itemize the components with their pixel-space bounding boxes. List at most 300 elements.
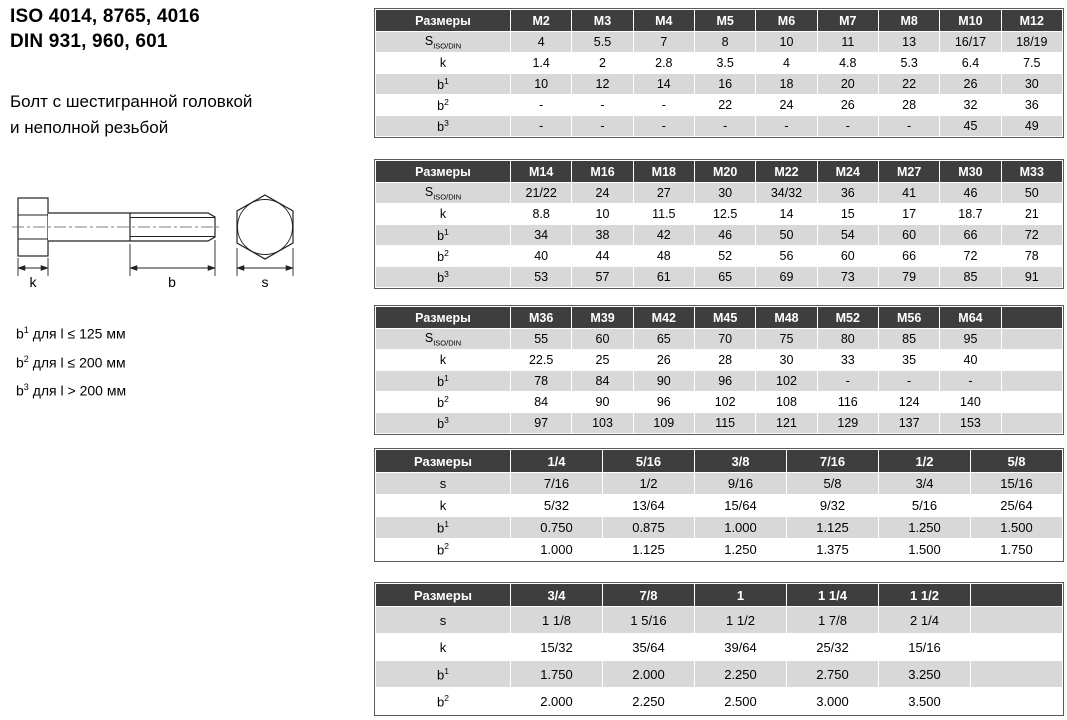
value-cell: 10 [572, 204, 633, 225]
row-label-b2: $b^2$ [376, 95, 511, 116]
value-cell: - [940, 371, 1001, 392]
table-wrap-inch-small [374, 448, 1064, 562]
value-cell: 30 [756, 350, 817, 371]
value-cell: 26 [633, 350, 694, 371]
value-cell: 15/64 [695, 495, 787, 517]
header-1: 1 [695, 584, 787, 607]
value-cell: 46 [940, 183, 1001, 204]
value-cell: - [572, 116, 633, 137]
row-label-s-iso-din: $S_{ISO/DIN}$ [376, 183, 511, 204]
note-b3-text: для l > 200 мм [28, 382, 127, 399]
value-cell: 7/16 [511, 473, 603, 495]
dim-label-b: b [168, 274, 176, 290]
value-cell: 116 [817, 392, 878, 413]
table-wrap-metric-m14-m33 [374, 159, 1064, 289]
spec-row [376, 473, 1063, 495]
value-cell: 2.250 [695, 661, 787, 688]
value-cell: 35 [878, 350, 939, 371]
header-5-8: 5/8 [971, 450, 1063, 473]
spec-row [376, 267, 1063, 288]
value-cell: 96 [694, 371, 755, 392]
value-cell: - [694, 116, 755, 137]
iso-standards-title: ISO 4014, 8765, 4016 [10, 6, 200, 27]
value-cell: 12.5 [694, 204, 755, 225]
header-row [376, 584, 1063, 607]
table-inch-3-4-to-1-1-2 [375, 583, 1063, 715]
value-cell: 53 [511, 267, 572, 288]
value-cell: 15/32 [511, 634, 603, 661]
header-1-4: 1/4 [511, 450, 603, 473]
header-m45: M45 [694, 307, 755, 329]
value-cell: 30 [1001, 74, 1062, 95]
value-cell: 3.5 [694, 53, 755, 74]
value-cell: 75 [756, 329, 817, 350]
value-cell: 55 [511, 329, 572, 350]
value-cell: 15 [817, 204, 878, 225]
value-cell: 2 1/4 [879, 607, 971, 634]
header-m5: M5 [694, 10, 755, 32]
product-subtitle-line2: и неполной резьбой [10, 118, 169, 137]
value-cell: - [817, 371, 878, 392]
value-cell: 90 [633, 371, 694, 392]
spec-row [376, 517, 1063, 539]
value-cell: 1.000 [511, 539, 603, 561]
header-m42: M42 [633, 307, 694, 329]
value-cell: 32 [940, 95, 1001, 116]
row-label-b1: $b^1$ [376, 371, 511, 392]
din-standards-title: DIN 931, 960, 601 [10, 31, 168, 52]
row-label-b1: $b^1$ [376, 661, 511, 688]
value-cell: 78 [511, 371, 572, 392]
note-b1 [16, 318, 126, 347]
row-label-b2: $b^2$ [376, 392, 511, 413]
row-label-b2: $b^2$ [376, 539, 511, 561]
value-cell: - [756, 116, 817, 137]
value-cell: 1 5/16 [603, 607, 695, 634]
value-cell: 0.750 [511, 517, 603, 539]
value-cell: 40 [940, 350, 1001, 371]
value-cell: 73 [817, 267, 878, 288]
value-cell: 0.875 [603, 517, 695, 539]
value-cell [1001, 392, 1062, 413]
value-cell: 153 [940, 413, 1001, 434]
value-cell: 5/8 [787, 473, 879, 495]
value-cell: 20 [817, 74, 878, 95]
spec-row [376, 53, 1063, 74]
value-cell: 4.8 [817, 53, 878, 74]
header-m39: M39 [572, 307, 633, 329]
header-m16: M16 [572, 161, 633, 183]
value-cell: 102 [694, 392, 755, 413]
value-cell: 8.8 [511, 204, 572, 225]
spec-row [376, 246, 1063, 267]
value-cell: 6.4 [940, 53, 1001, 74]
header-m24: M24 [817, 161, 878, 183]
value-cell: 33 [817, 350, 878, 371]
header-m6: M6 [756, 10, 817, 32]
value-cell: 85 [878, 329, 939, 350]
table-metric-m14-m33 [375, 160, 1063, 288]
value-cell: 28 [694, 350, 755, 371]
value-cell: 24 [756, 95, 817, 116]
value-cell: - [878, 116, 939, 137]
value-cell: 3.500 [879, 688, 971, 715]
header-row [376, 450, 1063, 473]
value-cell [1001, 350, 1062, 371]
value-cell: 46 [694, 225, 755, 246]
note-b2-text: для l ≤ 200 мм [28, 354, 126, 371]
value-cell: 40 [511, 246, 572, 267]
value-cell: 50 [1001, 183, 1062, 204]
value-cell: 52 [694, 246, 755, 267]
header-empty [1001, 307, 1062, 329]
value-cell: 25 [572, 350, 633, 371]
value-cell: 15/16 [879, 634, 971, 661]
value-cell: 9/16 [695, 473, 787, 495]
note-b3-sup: 3 [23, 382, 29, 393]
note-b1-sup: 1 [23, 325, 29, 335]
header-m30: M30 [940, 161, 1001, 183]
value-cell: - [511, 116, 572, 137]
header-1-2: 1/2 [879, 450, 971, 473]
value-cell: 18.7 [940, 204, 1001, 225]
value-cell: 26 [817, 95, 878, 116]
value-cell: 124 [878, 392, 939, 413]
header-sizes: Размеры [376, 450, 511, 473]
header-m4: M4 [633, 10, 694, 32]
value-cell [971, 607, 1063, 634]
value-cell: 14 [756, 204, 817, 225]
row-label-b3: $b^3$ [376, 413, 511, 434]
value-cell: 60 [572, 329, 633, 350]
value-cell: 90 [572, 392, 633, 413]
dim-label-k: k [29, 274, 37, 290]
spec-row [376, 392, 1063, 413]
value-cell [971, 688, 1063, 715]
table-wrap-inch-large [374, 582, 1064, 716]
header-sizes: Размеры [376, 307, 511, 329]
note-b2 [16, 347, 126, 376]
value-cell: 1.500 [971, 517, 1063, 539]
value-cell: - [572, 95, 633, 116]
value-cell: 79 [878, 267, 939, 288]
value-cell: 11 [817, 32, 878, 53]
value-cell: 65 [694, 267, 755, 288]
header-m33: M33 [1001, 161, 1062, 183]
header-m12: M12 [1001, 10, 1062, 32]
value-cell: 3/4 [879, 473, 971, 495]
spec-row [376, 371, 1063, 392]
row-label-b3: $b^3$ [376, 267, 511, 288]
value-cell: 10 [511, 74, 572, 95]
value-cell: - [633, 95, 694, 116]
value-cell: 17 [878, 204, 939, 225]
value-cell: 22 [694, 95, 755, 116]
row-label-b2: $b^2$ [376, 246, 511, 267]
header-m10: M10 [940, 10, 1001, 32]
header-7-16: 7/16 [787, 450, 879, 473]
value-cell: 39/64 [695, 634, 787, 661]
table-metric-m2-m12 [375, 9, 1063, 137]
value-cell: 18 [756, 74, 817, 95]
header-m36: M36 [511, 307, 572, 329]
value-cell: 84 [572, 371, 633, 392]
row-label-k: k [376, 350, 511, 371]
dimension-b [130, 240, 215, 276]
value-cell: 5.5 [572, 32, 633, 53]
value-cell: 1.500 [879, 539, 971, 561]
spec-row [376, 495, 1063, 517]
row-label-k: k [376, 634, 511, 661]
value-cell: 7 [633, 32, 694, 53]
header-5-16: 5/16 [603, 450, 695, 473]
value-cell: 50 [756, 225, 817, 246]
value-cell: 15/16 [971, 473, 1063, 495]
value-cell: 1.125 [787, 517, 879, 539]
bolt-technical-drawing [10, 182, 370, 294]
table-wrap-metric-m36-m64 [374, 305, 1064, 435]
value-cell: - [633, 116, 694, 137]
value-cell: 16/17 [940, 32, 1001, 53]
value-cell: 54 [817, 225, 878, 246]
value-cell: 115 [694, 413, 755, 434]
value-cell: 49 [1001, 116, 1062, 137]
value-cell [1001, 329, 1062, 350]
value-cell: 12 [572, 74, 633, 95]
value-cell: 91 [1001, 267, 1062, 288]
header-3-8: 3/8 [695, 450, 787, 473]
value-cell: 1.4 [511, 53, 572, 74]
info-panel [10, 0, 372, 720]
spec-row [376, 688, 1063, 715]
value-cell: 60 [817, 246, 878, 267]
value-cell: 8 [694, 32, 755, 53]
value-cell: 102 [756, 371, 817, 392]
value-cell: 3.250 [879, 661, 971, 688]
value-cell: 11.5 [633, 204, 694, 225]
header-row [376, 10, 1063, 32]
value-cell: 22 [878, 74, 939, 95]
note-b2-sup: 2 [23, 353, 29, 364]
value-cell: 129 [817, 413, 878, 434]
value-cell: 96 [633, 392, 694, 413]
spec-row [376, 329, 1063, 350]
value-cell: 121 [756, 413, 817, 434]
row-label-b1: $b^1$ [376, 517, 511, 539]
value-cell: 69 [756, 267, 817, 288]
spec-row [376, 607, 1063, 634]
value-cell: 36 [1001, 95, 1062, 116]
value-cell [1001, 413, 1062, 434]
value-cell: 34 [511, 225, 572, 246]
value-cell: 1 1/2 [695, 607, 787, 634]
value-cell: 61 [633, 267, 694, 288]
spec-row [376, 661, 1063, 688]
value-cell: 72 [1001, 225, 1062, 246]
spec-row [376, 350, 1063, 371]
value-cell: 4 [756, 53, 817, 74]
spec-row [376, 413, 1063, 434]
value-cell: 1 1/8 [511, 607, 603, 634]
header-m8: M8 [878, 10, 939, 32]
value-cell [1001, 371, 1062, 392]
note-b3 [16, 375, 126, 404]
value-cell: 18/19 [1001, 32, 1062, 53]
spec-row [376, 116, 1063, 137]
header-sizes: Размеры [376, 10, 511, 32]
header-m3: M3 [572, 10, 633, 32]
header-m20: M20 [694, 161, 755, 183]
note-b3-base: b [16, 382, 24, 399]
header-m7: M7 [817, 10, 878, 32]
table-wrap-metric-m2-m12 [374, 8, 1064, 138]
header-m14: M14 [511, 161, 572, 183]
header-sizes: Размеры [376, 584, 511, 607]
product-subtitle-line1: Болт с шестигранной головкой [10, 92, 253, 111]
spec-row [376, 539, 1063, 561]
note-b2-base: b [16, 354, 24, 371]
value-cell: 85 [940, 267, 1001, 288]
table-inch-quarter-to-5-8 [375, 449, 1063, 561]
value-cell: 1.125 [603, 539, 695, 561]
row-label-k: k [376, 53, 511, 74]
spec-row [376, 634, 1063, 661]
value-cell: 5/16 [879, 495, 971, 517]
value-cell: 1.750 [971, 539, 1063, 561]
value-cell: 2 [572, 53, 633, 74]
dim-label-s: s [261, 274, 269, 290]
value-cell: 10 [756, 32, 817, 53]
header-m22: M22 [756, 161, 817, 183]
value-cell: 25/64 [971, 495, 1063, 517]
value-cell: 27 [633, 183, 694, 204]
value-cell: 1.250 [695, 539, 787, 561]
spec-row [376, 204, 1063, 225]
value-cell: - [511, 95, 572, 116]
value-cell: 1 7/8 [787, 607, 879, 634]
spec-row [376, 74, 1063, 95]
header-1-1-2: 1 1/2 [879, 584, 971, 607]
spec-row [376, 225, 1063, 246]
bolt-end-view [237, 195, 293, 259]
value-cell: 56 [756, 246, 817, 267]
thread-length-notes [16, 318, 126, 404]
spec-row [376, 95, 1063, 116]
value-cell: 24 [572, 183, 633, 204]
value-cell: 66 [940, 225, 1001, 246]
row-label-b1: $b^1$ [376, 74, 511, 95]
value-cell: 97 [511, 413, 572, 434]
value-cell: 2.8 [633, 53, 694, 74]
value-cell: 2.000 [511, 688, 603, 715]
value-cell: 1/2 [603, 473, 695, 495]
value-cell: 84 [511, 392, 572, 413]
value-cell: 44 [572, 246, 633, 267]
value-cell: 70 [694, 329, 755, 350]
value-cell: - [878, 371, 939, 392]
value-cell: 109 [633, 413, 694, 434]
value-cell: 41 [878, 183, 939, 204]
header-empty [971, 584, 1063, 607]
value-cell: 16 [694, 74, 755, 95]
value-cell: 1.000 [695, 517, 787, 539]
value-cell: 4 [511, 32, 572, 53]
value-cell: 14 [633, 74, 694, 95]
header-m64: M64 [940, 307, 1001, 329]
value-cell: 36 [817, 183, 878, 204]
value-cell: 30 [694, 183, 755, 204]
value-cell: 25/32 [787, 634, 879, 661]
row-label-s: s [376, 607, 511, 634]
header-m18: M18 [633, 161, 694, 183]
value-cell: 45 [940, 116, 1001, 137]
value-cell: 72 [940, 246, 1001, 267]
value-cell: 137 [878, 413, 939, 434]
header-7-8: 7/8 [603, 584, 695, 607]
value-cell: 1.250 [879, 517, 971, 539]
value-cell: 38 [572, 225, 633, 246]
value-cell: 57 [572, 267, 633, 288]
value-cell: 5.3 [878, 53, 939, 74]
header-row [376, 161, 1063, 183]
row-label-k: k [376, 495, 511, 517]
header-row [376, 307, 1063, 329]
row-label-s-iso-din: $S_{ISO/DIN}$ [376, 32, 511, 53]
header-1-1-4: 1 1/4 [787, 584, 879, 607]
dimension-tables-panel [374, 8, 1064, 716]
value-cell: 103 [572, 413, 633, 434]
row-label-b2: $b^2$ [376, 688, 511, 715]
value-cell: 9/32 [787, 495, 879, 517]
note-b1-base: b [16, 325, 24, 342]
value-cell: 3.000 [787, 688, 879, 715]
spec-row [376, 32, 1063, 53]
value-cell: 95 [940, 329, 1001, 350]
value-cell [971, 661, 1063, 688]
value-cell: 65 [633, 329, 694, 350]
value-cell: 42 [633, 225, 694, 246]
value-cell: 60 [878, 225, 939, 246]
value-cell: 2.500 [695, 688, 787, 715]
value-cell: 140 [940, 392, 1001, 413]
value-cell: 48 [633, 246, 694, 267]
note-b1-text: для l ≤ 125 мм [28, 325, 126, 342]
row-label-s: s [376, 473, 511, 495]
header-m56: M56 [878, 307, 939, 329]
value-cell: 1.375 [787, 539, 879, 561]
header-m48: M48 [756, 307, 817, 329]
header-m52: M52 [817, 307, 878, 329]
header-m2: M2 [511, 10, 572, 32]
value-cell: 78 [1001, 246, 1062, 267]
value-cell: - [817, 116, 878, 137]
header-m27: M27 [878, 161, 939, 183]
value-cell: 1.750 [511, 661, 603, 688]
value-cell: 2.250 [603, 688, 695, 715]
value-cell: 2.000 [603, 661, 695, 688]
row-label-b1: $b^1$ [376, 225, 511, 246]
value-cell: 21/22 [511, 183, 572, 204]
value-cell: 7.5 [1001, 53, 1062, 74]
value-cell: 21 [1001, 204, 1062, 225]
spec-row [376, 183, 1063, 204]
table-metric-m36-m64 [375, 306, 1063, 434]
value-cell: 26 [940, 74, 1001, 95]
value-cell [971, 634, 1063, 661]
value-cell: 80 [817, 329, 878, 350]
value-cell: 5/32 [511, 495, 603, 517]
value-cell: 35/64 [603, 634, 695, 661]
